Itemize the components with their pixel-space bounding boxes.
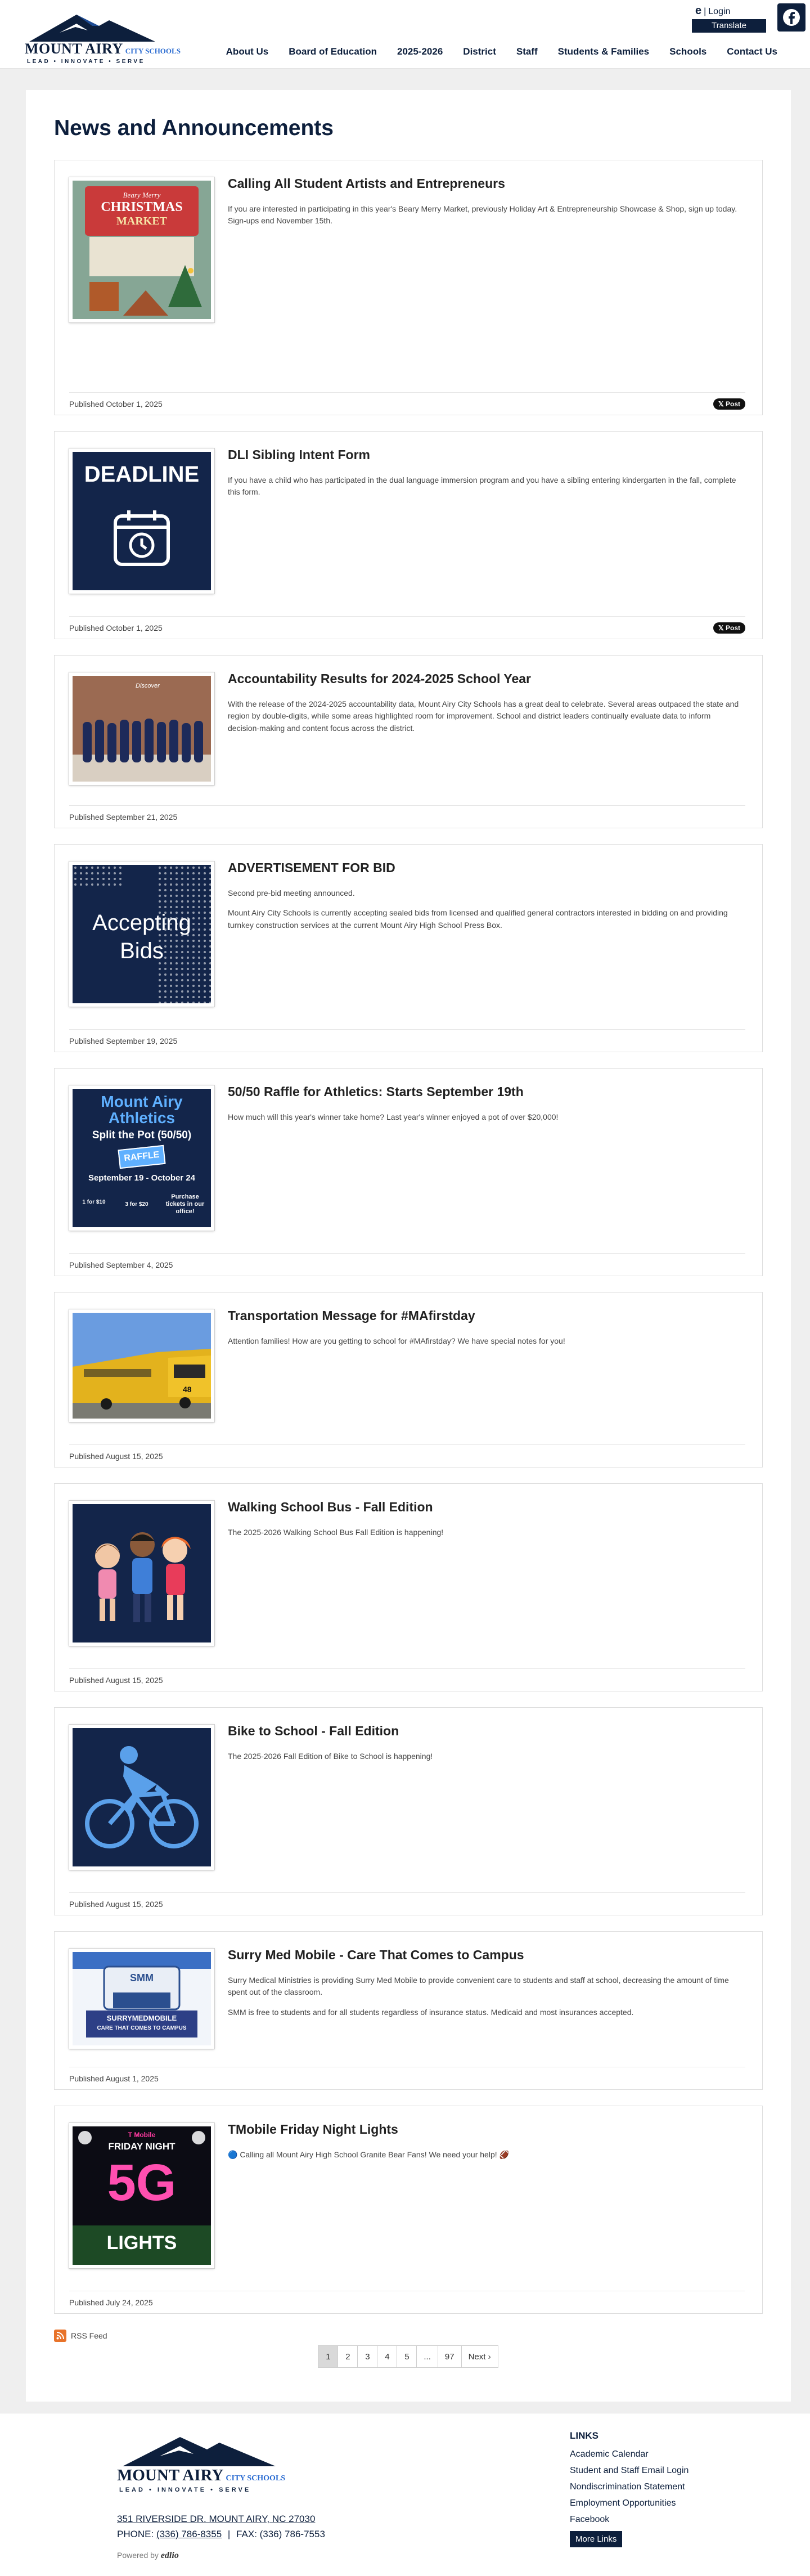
news-card bbox=[54, 160, 763, 415]
thumb-text: Beary Merry bbox=[123, 191, 161, 199]
contact-info bbox=[117, 2511, 325, 2542]
separator: | bbox=[227, 2529, 231, 2540]
article-summary: Surry Medical Ministries is providing Surry Med Mobile to provide convenient care to students and staff at school, decreasing the amount of time spent out of the classroom. bbox=[228, 1975, 729, 1997]
links-heading: LINKS bbox=[570, 2430, 598, 2441]
page-link[interactable]: 4 bbox=[377, 2345, 397, 2368]
article-summary: Attention families! How are you getting to school for #MAfirstday? We have special notes for you! bbox=[228, 1336, 565, 1345]
footer-logo-name: MOUNT AIRY CITY SCHOOLS bbox=[117, 2466, 286, 2484]
thumb-text: Accepting bbox=[92, 910, 191, 935]
article-thumbnail[interactable] bbox=[69, 1501, 214, 1646]
article-thumbnail[interactable] bbox=[69, 1085, 214, 1231]
thumb-text: FRIDAY NIGHT bbox=[108, 2141, 176, 2152]
published-date: Published July 24, 2025 bbox=[69, 2297, 153, 2307]
article-title[interactable]: Accountability Results for 2024-2025 School Year bbox=[228, 671, 532, 686]
article-summary: How much will this year's winner take home? Last year's winner enjoyed a pot of over $20,000! bbox=[228, 1112, 559, 1121]
thumb-text: 3 for $20 bbox=[125, 1201, 148, 1208]
graduates-photo bbox=[73, 676, 211, 782]
main-nav bbox=[216, 46, 777, 57]
mountain-logo-icon bbox=[25, 9, 160, 43]
news-card bbox=[54, 2106, 763, 2314]
login-label: Login bbox=[708, 7, 731, 16]
article-footer bbox=[69, 2291, 745, 2313]
thumb-text: 1 for $10 bbox=[82, 1199, 106, 1205]
news-card bbox=[54, 1707, 763, 1915]
edlio-brand: edlio bbox=[160, 2551, 179, 2560]
thumb-text: Purchase tickets in our office! bbox=[165, 1193, 205, 1215]
article-thumbnail[interactable] bbox=[69, 861, 214, 1007]
news-card bbox=[54, 1292, 763, 1467]
thumb-text: RAFFLE bbox=[123, 1150, 160, 1164]
fax-number: FAX: (336) 786-7553 bbox=[236, 2529, 325, 2540]
article-title[interactable]: Surry Med Mobile - Care That Comes to Campus bbox=[228, 1947, 524, 1962]
article-footer bbox=[69, 2067, 745, 2089]
thumb-text: Split the Pot (50/50) bbox=[92, 1129, 192, 1141]
article-footer bbox=[69, 805, 745, 828]
x-icon: 𝕏 bbox=[718, 400, 726, 408]
site-footer bbox=[0, 2413, 810, 2576]
thumb-text: Mount Airy bbox=[101, 1093, 183, 1110]
article-title[interactable]: DLI Sibling Intent Form bbox=[228, 447, 370, 462]
address-link[interactable]: 351 RIVERSIDE DR. MOUNT AIRY, NC 27030 bbox=[117, 2514, 316, 2524]
article-content bbox=[228, 1947, 745, 2019]
article-summary: Second pre-bid meeting announced. bbox=[228, 888, 355, 897]
article-title[interactable]: ADVERTISEMENT FOR BID bbox=[228, 860, 395, 875]
article-content bbox=[228, 176, 745, 227]
article-summary: The 2025-2026 Fall Edition of Bike to School is happening! bbox=[228, 1751, 433, 1761]
page-link[interactable]: 1 bbox=[318, 2345, 338, 2368]
nav-staff[interactable]: Staff bbox=[516, 46, 538, 57]
article-thumbnail[interactable] bbox=[69, 2123, 214, 2268]
post-label: Post bbox=[725, 623, 740, 632]
more-links-button[interactable]: More Links bbox=[570, 2531, 622, 2547]
article-thumbnail[interactable] bbox=[69, 177, 214, 322]
link-nondiscrimination[interactable]: Nondiscrimination Statement bbox=[570, 2482, 685, 2492]
logo-name: MOUNT AIRY CITY SCHOOLS bbox=[25, 41, 181, 57]
nav-board-of-education[interactable]: Board of Education bbox=[289, 46, 377, 57]
article-summary: If you are interested in participating in this year's Beary Merry Market, previously Holiday Art & Entrepreneurship Showcase & Shop, sign up today. Sign-ups end November 15th. bbox=[228, 204, 737, 226]
article-footer bbox=[69, 392, 745, 415]
article-content bbox=[228, 860, 745, 932]
footer-logo-tagline: LEAD • INNOVATE • SERVE bbox=[119, 2487, 251, 2493]
article-content bbox=[228, 1500, 745, 1538]
published-date: Published September 4, 2025 bbox=[69, 1260, 173, 1269]
footer-logo-sub: CITY SCHOOLS bbox=[226, 2474, 286, 2483]
article-title[interactable]: Bike to School - Fall Edition bbox=[228, 1724, 399, 1738]
article-footer bbox=[69, 1892, 745, 1915]
article-thumbnail[interactable] bbox=[69, 1949, 214, 2049]
thumb-text: CARE THAT COMES TO CAMPUS bbox=[97, 2025, 187, 2031]
article-content bbox=[228, 1308, 745, 1347]
article-footer bbox=[69, 1253, 745, 1276]
article-content bbox=[228, 1084, 745, 1123]
x-icon: 𝕏 bbox=[718, 623, 726, 632]
bicycle-rider-illustration bbox=[73, 1728, 211, 1866]
news-card bbox=[54, 431, 763, 639]
footer-links bbox=[570, 2430, 688, 2547]
article-footer bbox=[69, 1029, 745, 1052]
phone-label: PHONE: bbox=[117, 2529, 154, 2540]
thumb-text: MARKET bbox=[116, 215, 167, 227]
article-thumbnail[interactable] bbox=[69, 672, 214, 785]
link-facebook[interactable]: Facebook bbox=[570, 2515, 610, 2524]
separator: | bbox=[704, 7, 706, 16]
login-link[interactable] bbox=[695, 5, 768, 17]
published-date: Published August 1, 2025 bbox=[69, 2074, 159, 2083]
thumb-text: 48 bbox=[183, 1385, 192, 1394]
nav-students-families[interactable]: Students & Families bbox=[557, 46, 650, 57]
article-footer bbox=[69, 1444, 745, 1467]
powered-label: Powered by bbox=[117, 2551, 159, 2560]
facebook-icon[interactable] bbox=[777, 3, 806, 32]
article-summary: With the release of the 2024-2025 accountability data, Mount Airy City Schools has a great deal to celebrate. Several areas outpaced the state and region by double-digits, while some areas highlighted room for improvement. School and district leaders continually evaluate data to inform decision-making and content focus across the district. bbox=[228, 699, 739, 733]
phone-link[interactable]: (336) 786-8355 bbox=[156, 2529, 222, 2540]
article-title[interactable]: Walking School Bus - Fall Edition bbox=[228, 1500, 433, 1514]
site-header bbox=[0, 0, 810, 69]
med-mobile-image bbox=[73, 1952, 211, 2045]
thumb-text: DEADLINE bbox=[84, 462, 200, 487]
page-ellipsis: ... bbox=[416, 2345, 438, 2368]
article-footer bbox=[69, 616, 745, 639]
walking-kids-illustration bbox=[73, 1504, 211, 1642]
article-summary: 🔵 Calling all Mount Airy High School Granite Bear Fans! We need your help! 🏈 bbox=[228, 2149, 509, 2159]
thumb-text: CHRISTMAS bbox=[101, 200, 183, 214]
page-link[interactable]: 3 bbox=[357, 2345, 377, 2368]
published-date: Published August 15, 2025 bbox=[69, 1451, 163, 1461]
nav-about-us[interactable]: About Us bbox=[226, 46, 269, 57]
link-email-login[interactable]: Student and Staff Email Login bbox=[570, 2466, 689, 2475]
thumb-text: 5G bbox=[107, 2154, 177, 2211]
article-content bbox=[228, 1724, 745, 1762]
social-links bbox=[777, 3, 810, 32]
thumb-text: LIGHTS bbox=[106, 2232, 177, 2254]
pagination bbox=[54, 2345, 763, 2368]
published-date: Published October 1, 2025 bbox=[69, 399, 163, 409]
thumb-text: T Mobile bbox=[128, 2131, 156, 2139]
mountain-logo-icon bbox=[117, 2430, 280, 2467]
school-buses-photo bbox=[73, 1313, 211, 1419]
article-summary: Mount Airy City Schools is currently accepting sealed bids from licensed and qualified general contractors interested in bidding on and providing turnkey construction services at the current Mount Airy High School Press Box. bbox=[228, 908, 728, 930]
thumb-text: Discover bbox=[136, 683, 160, 689]
post-label: Post bbox=[725, 400, 740, 408]
link-employment[interactable]: Employment Opportunities bbox=[570, 2498, 676, 2508]
rss-feed-link[interactable] bbox=[54, 2330, 763, 2342]
published-date: Published August 15, 2025 bbox=[69, 1899, 163, 1909]
link-academic-calendar[interactable]: Academic Calendar bbox=[570, 2449, 649, 2459]
translate-button[interactable]: Translate bbox=[692, 19, 766, 33]
published-date: Published September 21, 2025 bbox=[69, 812, 178, 822]
article-content bbox=[228, 671, 745, 735]
news-card bbox=[54, 1931, 763, 2090]
edlio-icon: e bbox=[695, 5, 702, 17]
article-title[interactable]: Transportation Message for #MAfirstday bbox=[228, 1308, 475, 1323]
article-title[interactable]: Calling All Student Artists and Entrepreneurs bbox=[228, 176, 505, 191]
nav-2025-2026[interactable]: 2025-2026 bbox=[397, 46, 443, 57]
raffle-ticket bbox=[118, 1145, 165, 1169]
calendar-icon bbox=[111, 507, 173, 569]
published-date: Published August 15, 2025 bbox=[69, 1675, 163, 1685]
nav-contact-us[interactable]: Contact Us bbox=[727, 46, 777, 57]
article-title[interactable]: TMobile Friday Night Lights bbox=[228, 2122, 398, 2137]
page-link[interactable]: 2 bbox=[338, 2345, 358, 2368]
article-thumbnail[interactable] bbox=[69, 1725, 214, 1870]
news-card bbox=[54, 655, 763, 828]
next-page-button[interactable]: Next › bbox=[461, 2345, 498, 2368]
article-summary: The 2025-2026 Walking School Bus Fall Edition is happening! bbox=[228, 1527, 444, 1537]
thumb-text: Bids bbox=[120, 939, 164, 963]
thumb-text: September 19 - October 24 bbox=[88, 1173, 196, 1183]
article-summary: SMM is free to students and for all students regardless of insurance status. Medicaid and most insurances accepted. bbox=[228, 2007, 634, 2017]
article-title[interactable]: 50/50 Raffle for Athletics: Starts September 19th bbox=[228, 1084, 524, 1099]
logo-tagline: LEAD • INNOVATE • SERVE bbox=[27, 59, 145, 65]
powered-by[interactable] bbox=[117, 2551, 179, 2561]
logo-sub: CITY SCHOOLS bbox=[125, 47, 181, 55]
thumb-text: SURRYMEDMOBILE bbox=[106, 2014, 177, 2022]
article-thumbnail[interactable] bbox=[69, 1309, 214, 1422]
published-date: Published October 1, 2025 bbox=[69, 623, 163, 632]
article-thumbnail[interactable] bbox=[69, 448, 214, 594]
article-summary: If you have a child who has participated in the dual language immersion program and you have a sibling entering kindergarten in the fall, complete this form. bbox=[228, 475, 736, 497]
news-card bbox=[54, 1068, 763, 1276]
news-card bbox=[54, 844, 763, 1052]
published-date: Published September 19, 2025 bbox=[69, 1036, 178, 1045]
thumb-text: Athletics bbox=[108, 1109, 176, 1127]
x-post-button[interactable] bbox=[713, 398, 745, 410]
page-title: News and Announcements bbox=[54, 116, 334, 140]
rss-label: RSS Feed bbox=[71, 2331, 107, 2340]
news-card bbox=[54, 1483, 763, 1691]
page-link[interactable]: 97 bbox=[438, 2345, 462, 2368]
district-logo[interactable] bbox=[25, 9, 181, 65]
footer-logo[interactable] bbox=[117, 2430, 286, 2493]
x-post-button[interactable] bbox=[713, 622, 745, 634]
article-footer bbox=[69, 1668, 745, 1691]
article-content bbox=[228, 447, 745, 499]
rss-icon bbox=[54, 2330, 66, 2342]
nav-schools[interactable]: Schools bbox=[669, 46, 707, 57]
article-content bbox=[228, 2122, 745, 2161]
thumb-text: SMM bbox=[130, 1972, 154, 1983]
main-content bbox=[26, 90, 791, 2402]
page-link[interactable]: 5 bbox=[397, 2345, 417, 2368]
nav-district[interactable]: District bbox=[463, 46, 496, 57]
